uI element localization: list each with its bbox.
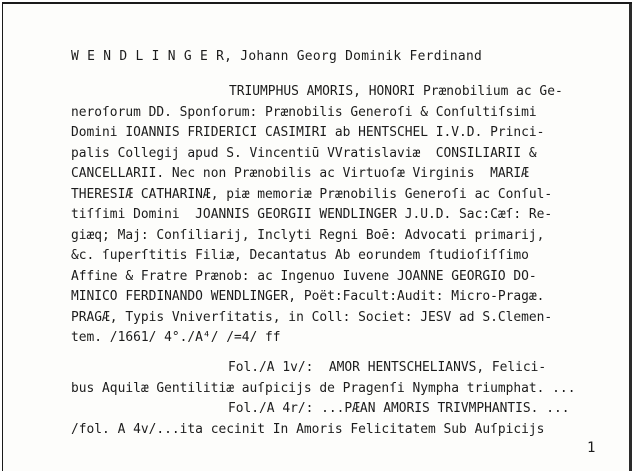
title-line-6: THERESIÆ CATHARINÆ, piæ memoriæ Prænobilis Generoſi ac Conſul- [71,187,553,202]
title-line-12: PRAGÆ, Typis Vniverſitatis, in Coll: Societ: JESV ad S.Clemen- [71,310,553,325]
title-line-10: Affine & Fratre Prænob: ac Ingenuo Iuvene JOANNE GEORGIO DO- [71,269,537,284]
title-line-8: giæq; Maj: Conſiliarij, Inclyti Regni Boē: Advocati primarij, [71,228,545,243]
title-line-11: MINICO FERDINANDO WENDLINGER, Poët:Facult:Audit: Micro-Pragæ. [71,289,545,304]
title-line-9: &c. ſuperſtitis Filiæ, Decantatus Ab eorundem ſtudioſiſſimo [71,248,529,263]
title-line-3: Domini IOANNIS FRIDERICI CASIMIRI ab HENTSCHEL I.V.D. Princi- [71,125,545,140]
title-line-5: CANCELLARII. Nec non Prænobilis ac Virtuoſæ Virginis MARIÆ [71,166,529,181]
collation-line: tem. /1661/ 4°./A⁴/ /=4/ ff [71,330,281,345]
card-page-number: 1 [587,440,596,456]
card-edge-border [629,4,632,471]
catalog-card [2,2,632,471]
title-line-1: TRIUMPHUS AMORIS, HONORI Prænobilium ac Ge- [229,84,563,99]
title-line-2: neroſorum DD. Sponſorum: Prænobilis Generoſi & Conſultiſsimi [71,105,537,120]
folio-note-1b: bus Aquilæ Gentilitiæ auſpicijs de Pragenſi Nympha triumphat. ... [71,381,576,396]
folio-note-3: /fol. A 4v/...ita cecinit In Amoris Felicitatem Sub Auſpicijs [71,422,545,437]
card-heading: W E N D L I N G E R, Johann Georg Dominik Ferdinand [71,49,483,64]
title-line-4: palis Collegij apud S. Vincentiū VVratislaviæ CONSILIARII & [71,146,537,161]
folio-note-1a: Fol./A 1v/: AMOR HENTSCHELIANVS, Felici- [228,360,547,375]
folio-note-2: Fol./A 4r/: ...PÆAN AMORIS TRIVMPHANTIS. ... [228,401,570,416]
title-line-7: tiſſimi Domini JOANNIS GEORGII WENDLINGER J.U.D. Sac:Cæſ: Re- [71,207,553,222]
